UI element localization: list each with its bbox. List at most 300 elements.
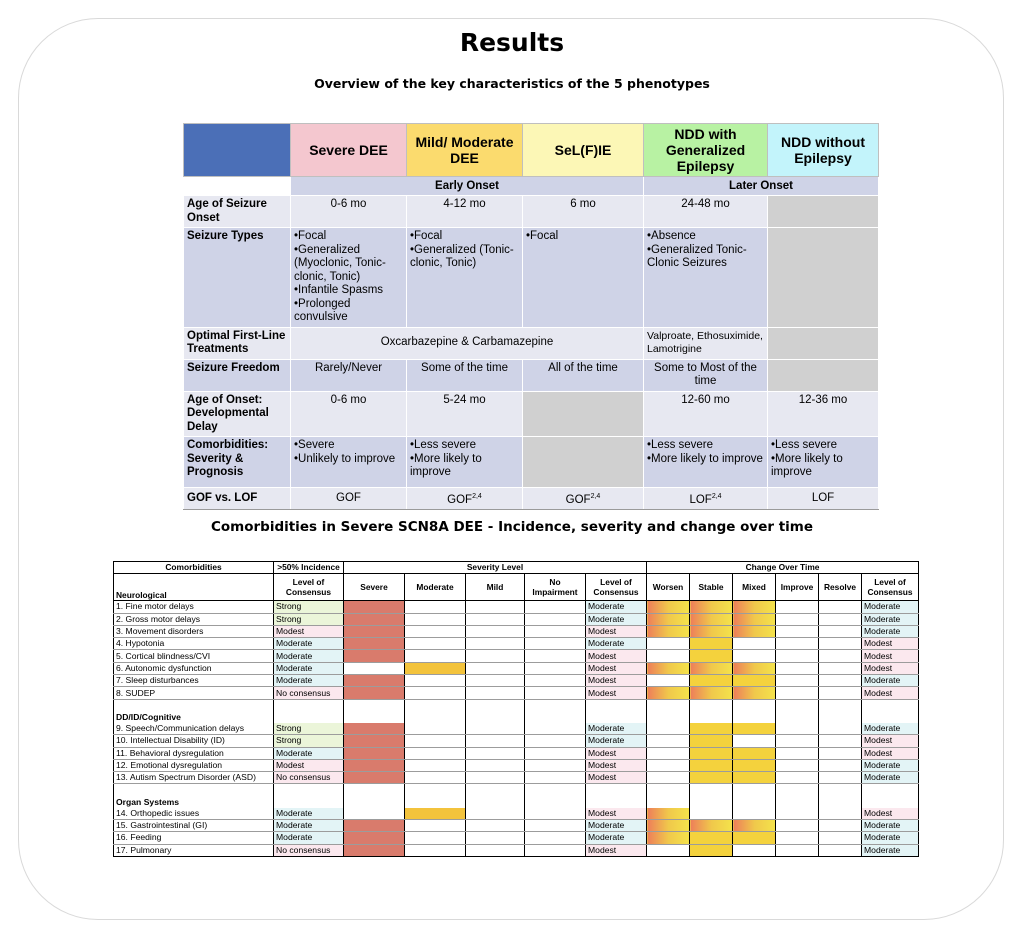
cell-empty bbox=[768, 196, 879, 228]
section-spacer bbox=[647, 712, 690, 723]
severity-moderate-cell bbox=[405, 832, 466, 844]
severity-mild-cell bbox=[466, 808, 525, 820]
change-worsen-cell bbox=[647, 601, 690, 613]
table-row bbox=[114, 613, 919, 625]
change-worsen-cell bbox=[647, 820, 690, 832]
change-resolve-cell bbox=[819, 650, 862, 662]
section-label: DD/ID/Cognitive bbox=[114, 712, 274, 723]
severity-moderate-cell bbox=[405, 772, 466, 784]
gap-cell bbox=[114, 784, 274, 797]
header-severity-level: Severity Level bbox=[344, 562, 647, 574]
change-resolve-cell bbox=[819, 735, 862, 747]
change-consensus: Moderate bbox=[862, 613, 919, 625]
row-label: Comorbidities: Severity & Prognosis bbox=[184, 437, 291, 488]
row-label: Age of Onset: Developmental Delay bbox=[184, 391, 291, 437]
header-worsen: Worsen bbox=[647, 574, 690, 601]
change-mixed-cell bbox=[733, 735, 776, 747]
change-resolve-cell bbox=[819, 759, 862, 771]
severity-mild-cell bbox=[466, 638, 525, 650]
gap-cell bbox=[862, 784, 919, 797]
incidence-consensus: Strong bbox=[274, 735, 344, 747]
change-worsen-cell bbox=[647, 613, 690, 625]
cell: 12-36 mo bbox=[768, 391, 879, 437]
list-item: •More likely to improve bbox=[771, 452, 843, 478]
change-consensus: Modest bbox=[862, 808, 919, 820]
severity-severe-cell bbox=[344, 723, 405, 735]
severity-moderate-cell bbox=[405, 723, 466, 735]
section-spacer bbox=[525, 796, 586, 807]
severity-noimp-cell bbox=[525, 820, 586, 832]
gap-cell bbox=[405, 784, 466, 797]
change-improve-cell bbox=[776, 747, 819, 759]
change-resolve-cell bbox=[819, 820, 862, 832]
list-item: •Generalized Tonic-Clonic Seizures bbox=[647, 243, 747, 269]
change-stable-cell bbox=[690, 650, 733, 662]
change-worsen-cell bbox=[647, 638, 690, 650]
severity-severe-cell bbox=[344, 832, 405, 844]
header-severe-dee: Severe DEE bbox=[291, 124, 407, 177]
comorbidity-label: 2. Gross motor delays bbox=[114, 613, 274, 625]
change-stable-cell bbox=[690, 675, 733, 687]
cell: GOF bbox=[291, 488, 407, 510]
severity-noimp-cell bbox=[525, 723, 586, 735]
gap-cell bbox=[862, 699, 919, 712]
severity-consensus: Moderate bbox=[586, 723, 647, 735]
incidence-consensus: Modest bbox=[274, 759, 344, 771]
change-improve-cell bbox=[776, 844, 819, 856]
header-ndd-generalized: NDD with Generalized Epilepsy bbox=[644, 124, 768, 177]
gap-cell bbox=[690, 784, 733, 797]
change-mixed-cell bbox=[733, 662, 776, 674]
change-worsen-cell bbox=[647, 625, 690, 637]
header-mild-moderate-dee bbox=[407, 124, 523, 177]
change-worsen-cell bbox=[647, 675, 690, 687]
incidence-consensus: No consensus bbox=[274, 687, 344, 699]
change-resolve-cell bbox=[819, 638, 862, 650]
gap-cell bbox=[274, 699, 344, 712]
list-item: •Prolonged convulsive bbox=[294, 297, 351, 323]
change-consensus: Moderate bbox=[862, 820, 919, 832]
severity-moderate-cell bbox=[405, 601, 466, 613]
section-spacer bbox=[344, 796, 405, 807]
header-self-ie: SeL(F)IE bbox=[523, 124, 644, 177]
severity-mild-cell bbox=[466, 759, 525, 771]
cell bbox=[523, 228, 644, 328]
list-item: •Absence bbox=[647, 230, 696, 242]
cell: 6 mo bbox=[523, 196, 644, 228]
cell bbox=[644, 488, 768, 510]
change-improve-cell bbox=[776, 625, 819, 637]
incidence-consensus: Moderate bbox=[274, 820, 344, 832]
change-consensus: Moderate bbox=[862, 675, 919, 687]
change-improve-cell bbox=[776, 772, 819, 784]
cell: 12-60 mo bbox=[644, 391, 768, 437]
severity-consensus: Moderate bbox=[586, 735, 647, 747]
gap-cell bbox=[405, 699, 466, 712]
gap-row bbox=[114, 784, 919, 797]
section-spacer bbox=[405, 712, 466, 723]
severity-noimp-cell bbox=[525, 675, 586, 687]
cell-empty bbox=[523, 391, 644, 437]
header-improve: Improve bbox=[776, 574, 819, 601]
gap-cell bbox=[525, 784, 586, 797]
severity-moderate-cell bbox=[405, 808, 466, 820]
severity-severe-cell bbox=[344, 772, 405, 784]
comorbidity-label: 17. Pulmonary bbox=[114, 844, 274, 856]
section-spacer bbox=[344, 712, 405, 723]
table-row bbox=[114, 601, 919, 613]
severity-consensus: Moderate bbox=[586, 601, 647, 613]
severity-consensus: Modest bbox=[586, 687, 647, 699]
cell bbox=[407, 488, 523, 510]
cell bbox=[407, 228, 523, 328]
row-label: Age of Seizure Onset bbox=[184, 196, 291, 228]
list-item: •Less severe bbox=[647, 439, 714, 451]
severity-moderate-cell bbox=[405, 820, 466, 832]
change-mixed-cell bbox=[733, 820, 776, 832]
change-consensus: Modest bbox=[862, 662, 919, 674]
gap-cell bbox=[466, 699, 525, 712]
cell: Some of the time bbox=[407, 359, 523, 391]
severity-consensus: Moderate bbox=[586, 820, 647, 832]
incidence-consensus: Strong bbox=[274, 601, 344, 613]
change-improve-cell bbox=[776, 820, 819, 832]
group-early-onset: Early Onset bbox=[291, 177, 644, 196]
severity-noimp-cell bbox=[525, 613, 586, 625]
change-improve-cell bbox=[776, 675, 819, 687]
change-mixed-cell bbox=[733, 772, 776, 784]
incidence-consensus: Moderate bbox=[274, 747, 344, 759]
change-resolve-cell bbox=[819, 844, 862, 856]
change-mixed-cell bbox=[733, 687, 776, 699]
change-resolve-cell bbox=[819, 687, 862, 699]
change-worsen-cell bbox=[647, 808, 690, 820]
table2-caption: Comorbidities in Severe SCN8A DEE - Incidence, severity and change over time bbox=[210, 519, 814, 535]
phenotype-table bbox=[183, 123, 879, 510]
table-row bbox=[114, 759, 919, 771]
severity-severe-cell bbox=[344, 601, 405, 613]
comorbidity-label: 1. Fine motor delays bbox=[114, 601, 274, 613]
gap-cell bbox=[274, 784, 344, 797]
comorbidity-label: 5. Cortical blindness/CVI bbox=[114, 650, 274, 662]
change-resolve-cell bbox=[819, 747, 862, 759]
change-stable-cell bbox=[690, 613, 733, 625]
severity-moderate-cell bbox=[405, 625, 466, 637]
cell: All of the time bbox=[523, 359, 644, 391]
change-consensus: Modest bbox=[862, 735, 919, 747]
comorbidity-label: 8. SUDEP bbox=[114, 687, 274, 699]
section-spacer bbox=[586, 796, 647, 807]
change-stable-cell bbox=[690, 820, 733, 832]
section-spacer bbox=[466, 796, 525, 807]
cell-empty bbox=[523, 437, 644, 488]
severity-noimp-cell bbox=[525, 650, 586, 662]
change-improve-cell bbox=[776, 638, 819, 650]
cell bbox=[407, 437, 523, 488]
table-row bbox=[114, 844, 919, 856]
section-spacer bbox=[862, 712, 919, 723]
header-mixed: Mixed bbox=[733, 574, 776, 601]
severity-mild-cell bbox=[466, 723, 525, 735]
table-row bbox=[114, 675, 919, 687]
table-row bbox=[114, 625, 919, 637]
gap-cell bbox=[776, 784, 819, 797]
severity-noimp-cell bbox=[525, 747, 586, 759]
change-resolve-cell bbox=[819, 613, 862, 625]
change-mixed-cell bbox=[733, 723, 776, 735]
severity-severe-cell bbox=[344, 613, 405, 625]
header-incidence: >50% Incidence bbox=[274, 562, 344, 574]
list-item: •Severe bbox=[294, 439, 335, 451]
section-row bbox=[114, 796, 919, 807]
cell: Rarely/Never bbox=[291, 359, 407, 391]
severity-severe-cell bbox=[344, 687, 405, 699]
comorbidity-label: 3. Movement disorders bbox=[114, 625, 274, 637]
incidence-consensus: Moderate bbox=[274, 638, 344, 650]
list-item: •Infantile Spasms bbox=[294, 284, 384, 296]
header-mild-moderate-dee-text: Mild/ Moderate DEE bbox=[415, 134, 514, 166]
change-improve-cell bbox=[776, 613, 819, 625]
list-item: •Generalized (Tonic-clonic, Tonic) bbox=[410, 243, 514, 269]
severity-consensus: Moderate bbox=[586, 613, 647, 625]
cell-text: LOF bbox=[689, 493, 712, 506]
cell: 0-6 mo bbox=[291, 391, 407, 437]
table-row bbox=[114, 820, 919, 832]
cell bbox=[644, 437, 768, 488]
change-stable-cell bbox=[690, 625, 733, 637]
section-spacer bbox=[586, 712, 647, 723]
comorbidity-label: 12. Emotional dysregulation bbox=[114, 759, 274, 771]
cell-empty bbox=[768, 359, 879, 391]
severity-mild-cell bbox=[466, 832, 525, 844]
severity-consensus: Modest bbox=[586, 662, 647, 674]
gap-cell bbox=[733, 784, 776, 797]
severity-severe-cell bbox=[344, 844, 405, 856]
cell: 24-48 mo bbox=[644, 196, 768, 228]
table1-caption: Overview of the key characteristics of the 5 phenotypes bbox=[314, 76, 710, 91]
severity-moderate-cell bbox=[405, 735, 466, 747]
change-consensus: Moderate bbox=[862, 723, 919, 735]
severity-mild-cell bbox=[466, 675, 525, 687]
gap-cell bbox=[525, 699, 586, 712]
gap-cell bbox=[776, 699, 819, 712]
cell bbox=[523, 488, 644, 510]
section-spacer bbox=[690, 796, 733, 807]
change-worsen-cell bbox=[647, 662, 690, 674]
severity-noimp-cell bbox=[525, 638, 586, 650]
table-row bbox=[114, 650, 919, 662]
change-worsen-cell bbox=[647, 723, 690, 735]
change-resolve-cell bbox=[819, 601, 862, 613]
section-spacer bbox=[647, 796, 690, 807]
severity-consensus: Modest bbox=[586, 747, 647, 759]
severity-mild-cell bbox=[466, 735, 525, 747]
severity-moderate-cell bbox=[405, 747, 466, 759]
severity-noimp-cell bbox=[525, 844, 586, 856]
table-row bbox=[114, 772, 919, 784]
header-comorbidities: Comorbidities bbox=[114, 562, 274, 574]
list-item: •Generalized (Myoclonic, Tonic-clonic, Tonic) bbox=[294, 243, 386, 283]
change-mixed-cell bbox=[733, 638, 776, 650]
gap-cell bbox=[586, 699, 647, 712]
section-label: Organ Systems bbox=[114, 796, 274, 807]
severity-noimp-cell bbox=[525, 662, 586, 674]
severity-mild-cell bbox=[466, 772, 525, 784]
table-row bbox=[114, 687, 919, 699]
section-spacer bbox=[690, 712, 733, 723]
change-consensus: Moderate bbox=[862, 759, 919, 771]
group-blank bbox=[184, 177, 291, 196]
section-row bbox=[114, 712, 919, 723]
severity-moderate-cell bbox=[405, 613, 466, 625]
table-row bbox=[114, 662, 919, 674]
change-stable-cell bbox=[690, 832, 733, 844]
severity-consensus: Modest bbox=[586, 844, 647, 856]
incidence-consensus: Moderate bbox=[274, 662, 344, 674]
change-consensus: Moderate bbox=[862, 625, 919, 637]
list-item: •More likely to improve bbox=[647, 452, 763, 465]
severity-consensus: Moderate bbox=[586, 832, 647, 844]
change-stable-cell bbox=[690, 808, 733, 820]
comorbidity-label: 11. Behavioral dysregulation bbox=[114, 747, 274, 759]
severity-severe-cell bbox=[344, 650, 405, 662]
gap-cell bbox=[114, 699, 274, 712]
list-item: •More likely to improve bbox=[410, 452, 482, 478]
gap-cell bbox=[819, 784, 862, 797]
section-spacer bbox=[733, 796, 776, 807]
severity-severe-cell bbox=[344, 662, 405, 674]
severity-moderate-cell bbox=[405, 675, 466, 687]
severity-mild-cell bbox=[466, 687, 525, 699]
change-worsen-cell bbox=[647, 759, 690, 771]
change-stable-cell bbox=[690, 687, 733, 699]
list-item: •Focal bbox=[410, 230, 443, 242]
severity-mild-cell bbox=[466, 820, 525, 832]
gap-cell bbox=[647, 784, 690, 797]
severity-moderate-cell bbox=[405, 759, 466, 771]
comorbidity-label: 14. Orthopedic issues bbox=[114, 808, 274, 820]
comorbidity-label: 4. Hypotonia bbox=[114, 638, 274, 650]
incidence-consensus: Moderate bbox=[274, 675, 344, 687]
section-spacer bbox=[733, 712, 776, 723]
change-consensus: Moderate bbox=[862, 844, 919, 856]
cell: Valproate, Ethosuximide, Lamotrigine bbox=[644, 327, 768, 359]
incidence-consensus: No consensus bbox=[274, 844, 344, 856]
change-worsen-cell bbox=[647, 832, 690, 844]
change-stable-cell bbox=[690, 735, 733, 747]
change-consensus: Moderate bbox=[862, 832, 919, 844]
cell bbox=[291, 437, 407, 488]
severity-severe-cell bbox=[344, 675, 405, 687]
gap-cell bbox=[819, 699, 862, 712]
change-consensus: Moderate bbox=[862, 772, 919, 784]
change-resolve-cell bbox=[819, 625, 862, 637]
change-stable-cell bbox=[690, 747, 733, 759]
comorbidity-table bbox=[113, 561, 919, 857]
superscript: 2,4 bbox=[711, 493, 722, 500]
row-label: Seizure Types bbox=[184, 228, 291, 328]
severity-noimp-cell bbox=[525, 772, 586, 784]
header-severe: Severe bbox=[344, 574, 405, 601]
list-item: •Focal bbox=[526, 230, 559, 242]
change-consensus: Modest bbox=[862, 747, 919, 759]
change-worsen-cell bbox=[647, 687, 690, 699]
superscript: 2,4 bbox=[472, 493, 482, 500]
gap-cell bbox=[466, 784, 525, 797]
list-item: •Unlikely to improve bbox=[294, 452, 396, 465]
severity-severe-cell bbox=[344, 820, 405, 832]
severity-severe-cell bbox=[344, 747, 405, 759]
severity-consensus: Modest bbox=[586, 675, 647, 687]
change-resolve-cell bbox=[819, 675, 862, 687]
change-improve-cell bbox=[776, 808, 819, 820]
change-stable-cell bbox=[690, 844, 733, 856]
change-mixed-cell bbox=[733, 759, 776, 771]
gap-cell bbox=[690, 699, 733, 712]
severity-severe-cell bbox=[344, 638, 405, 650]
incidence-consensus: Modest bbox=[274, 625, 344, 637]
incidence-consensus: No consensus bbox=[274, 772, 344, 784]
section-spacer bbox=[405, 796, 466, 807]
change-mixed-cell bbox=[733, 601, 776, 613]
change-improve-cell bbox=[776, 662, 819, 674]
comorbidity-label: 15. Gastrointestinal (GI) bbox=[114, 820, 274, 832]
list-item: •Focal bbox=[294, 230, 327, 242]
cell: LOF bbox=[768, 488, 879, 510]
gap-cell bbox=[647, 699, 690, 712]
table-row bbox=[114, 808, 919, 820]
comorbidity-label: 10. Intellectual Disability (ID) bbox=[114, 735, 274, 747]
row-label: GOF vs. LOF bbox=[184, 488, 291, 510]
section-spacer bbox=[862, 796, 919, 807]
cell: Oxcarbazepine & Carbamazepine bbox=[291, 327, 644, 359]
section-spacer bbox=[776, 796, 819, 807]
change-stable-cell bbox=[690, 601, 733, 613]
table-row bbox=[114, 638, 919, 650]
gap-cell bbox=[344, 699, 405, 712]
header-stable: Stable bbox=[690, 574, 733, 601]
header-mild: Mild bbox=[466, 574, 525, 601]
severity-moderate-cell bbox=[405, 687, 466, 699]
incidence-consensus: Moderate bbox=[274, 808, 344, 820]
change-mixed-cell bbox=[733, 625, 776, 637]
section-neurological: Neurological bbox=[114, 574, 274, 601]
section-spacer bbox=[466, 712, 525, 723]
change-mixed-cell bbox=[733, 832, 776, 844]
table-row bbox=[114, 723, 919, 735]
severity-noimp-cell bbox=[525, 735, 586, 747]
corner-cell bbox=[184, 124, 291, 177]
change-mixed-cell bbox=[733, 747, 776, 759]
table-row bbox=[114, 747, 919, 759]
severity-moderate-cell bbox=[405, 650, 466, 662]
section-spacer bbox=[274, 796, 344, 807]
severity-consensus: Modest bbox=[586, 772, 647, 784]
header-level-consensus: Level of Consensus bbox=[862, 574, 919, 601]
change-mixed-cell bbox=[733, 650, 776, 662]
comorbidity-label: 9. Speech/Communication delays bbox=[114, 723, 274, 735]
row-label: Optimal First-Line Treatments bbox=[184, 327, 291, 359]
header-level-consensus: Level of Consensus bbox=[586, 574, 647, 601]
gap-cell bbox=[733, 699, 776, 712]
severity-mild-cell bbox=[466, 662, 525, 674]
severity-severe-cell bbox=[344, 735, 405, 747]
row-label: Seizure Freedom bbox=[184, 359, 291, 391]
header-ndd-without-epilepsy: NDD without Epilepsy bbox=[768, 124, 879, 177]
severity-noimp-cell bbox=[525, 759, 586, 771]
change-improve-cell bbox=[776, 735, 819, 747]
cell bbox=[644, 228, 768, 328]
